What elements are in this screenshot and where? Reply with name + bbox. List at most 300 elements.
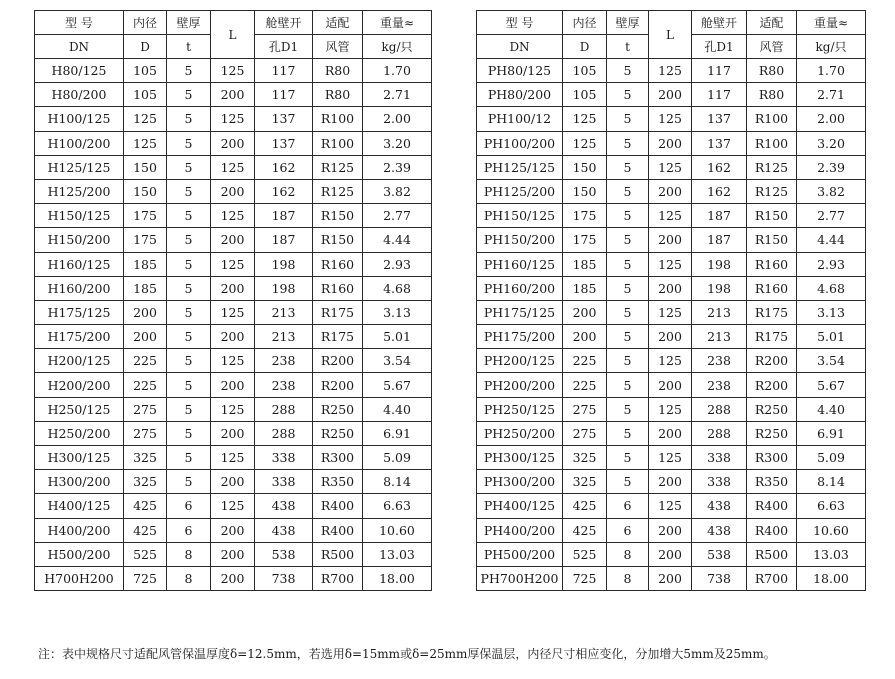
table-cell: R125 [313,155,363,179]
table-row [477,421,866,445]
table-cell: 198 [255,276,313,300]
table-cell: H150/200 [35,228,124,252]
table-row [477,131,866,155]
table-cell: R150 [747,228,797,252]
table-cell: R400 [313,494,363,518]
table-footnote: 注：表中规格尺寸适配风管保温厚度δ=12.5mm，若选用δ=15mm或δ=25mm厚保温层，内径尺寸相应变化，分加增大5mm及25mm。 [38,647,776,661]
table-row [35,325,432,349]
table-cell: 125 [211,252,255,276]
table-cell: 187 [692,228,747,252]
table-cell: PH150/125 [477,204,563,228]
table-cell: R160 [313,252,363,276]
table-row [477,276,866,300]
table-cell: R125 [747,179,797,203]
table-cell: 425 [563,518,607,542]
table-cell: PH150/200 [477,228,563,252]
table-cell: R100 [313,131,363,155]
table-cell: PH175/200 [477,325,563,349]
table-cell: 5 [167,373,211,397]
table-cell: 125 [649,107,692,131]
table-cell: 338 [692,470,747,494]
table-cell: 275 [563,421,607,445]
table-row [477,518,866,542]
table-cell: 13.03 [797,542,866,566]
table-cell: 185 [563,276,607,300]
table-cell: 125 [649,204,692,228]
table-cell: 2.93 [797,252,866,276]
table-cell: 8 [167,566,211,590]
table-cell: 5 [167,421,211,445]
table-cell: 213 [255,300,313,324]
table-cell: R150 [747,204,797,228]
table-cell: R200 [313,349,363,373]
table-cell: 125 [649,252,692,276]
table-cell: 125 [211,204,255,228]
table-cell: 162 [692,155,747,179]
spec-table-left [34,10,432,591]
table-cell: H200/125 [35,349,124,373]
table-cell: H175/125 [35,300,124,324]
column-header: 舱壁开 [692,11,747,35]
table-cell: PH160/200 [477,276,563,300]
table-row [477,397,866,421]
table-cell: 288 [255,421,313,445]
table-row [477,155,866,179]
column-header: 舱壁开 [255,11,313,35]
table-cell: 4.40 [797,397,866,421]
table-cell: 288 [692,421,747,445]
table-cell: 275 [563,397,607,421]
table-cell: 5 [607,131,649,155]
table-row [477,446,866,470]
table-cell: 6 [167,494,211,518]
table-cell: 5.67 [363,373,432,397]
table-cell: 125 [211,59,255,83]
table-cell: 525 [124,542,167,566]
table-cell: R400 [313,518,363,542]
table-cell: 225 [563,373,607,397]
table-cell: 5 [167,204,211,228]
table-cell: 538 [255,542,313,566]
table-cell: 185 [124,276,167,300]
table-cell: PH100/12 [477,107,563,131]
table-cell: 187 [255,228,313,252]
column-header-sub: t [607,35,649,59]
table-row [35,542,432,566]
table-cell: 162 [255,179,313,203]
table-cell: PH700H200 [477,566,563,590]
table-cell: 8.14 [797,470,866,494]
table-cell: 125 [649,349,692,373]
column-header: 型 号 [477,11,563,35]
table-cell: 200 [649,228,692,252]
table-cell: 5 [607,252,649,276]
table-cell: 10.60 [797,518,866,542]
table-cell: 2.93 [363,252,432,276]
table-cell: 5.01 [363,325,432,349]
header-row [35,11,432,35]
table-cell: 438 [692,494,747,518]
table-cell: R175 [747,300,797,324]
table-cell: 5.67 [797,373,866,397]
table-cell: 105 [563,83,607,107]
table-cell: R250 [747,397,797,421]
table-cell: 6 [607,494,649,518]
table-cell: 325 [124,446,167,470]
table-cell: 338 [255,470,313,494]
table-cell: 738 [692,566,747,590]
table-cell: 5 [167,131,211,155]
table-cell: 525 [563,542,607,566]
table-cell: R125 [313,179,363,203]
table-cell: R250 [747,421,797,445]
table-cell: PH80/200 [477,83,563,107]
table-cell: 5 [607,107,649,131]
table-cell: 438 [255,494,313,518]
table-cell: 125 [649,155,692,179]
table-cell: R700 [747,566,797,590]
table-cell: 5 [607,179,649,203]
column-header: 重量≈ [363,11,432,35]
table-cell: H300/200 [35,470,124,494]
table-cell: 200 [649,179,692,203]
table-cell: 5 [167,397,211,421]
table-cell: 3.54 [363,349,432,373]
table-cell: 1.70 [797,59,866,83]
table-cell: 125 [649,494,692,518]
table-cell: 325 [563,446,607,470]
table-cell: H100/125 [35,107,124,131]
table-cell: 6.63 [797,494,866,518]
table-cell: R300 [747,446,797,470]
column-header-sub: 孔D1 [692,35,747,59]
table-cell: 162 [692,179,747,203]
table-cell: 200 [211,131,255,155]
table-cell: 2.77 [363,204,432,228]
table-cell: 4.40 [363,397,432,421]
table-cell: 150 [124,155,167,179]
table-cell: PH300/125 [477,446,563,470]
table-cell: R100 [747,131,797,155]
table-cell: H700H200 [35,566,124,590]
spec-table-right [476,10,866,591]
table-cell: 117 [255,59,313,83]
column-header-sub: 风管 [747,35,797,59]
table-cell: PH300/200 [477,470,563,494]
table-cell: 213 [692,300,747,324]
table-cell: PH175/125 [477,300,563,324]
table-row [35,228,432,252]
table-cell: PH400/125 [477,494,563,518]
table-cell: 275 [124,397,167,421]
table-cell: R400 [747,518,797,542]
table-cell: 4.44 [363,228,432,252]
table-cell: 150 [563,179,607,203]
table-cell: R100 [313,107,363,131]
table-cell: H160/200 [35,276,124,300]
table-cell: 198 [692,276,747,300]
table-cell: 5 [607,83,649,107]
table-cell: 125 [124,107,167,131]
table-cell: 125 [211,300,255,324]
table-row [35,300,432,324]
table-cell: 4.44 [797,228,866,252]
table-row [477,470,866,494]
table-cell: PH125/200 [477,179,563,203]
table-cell: 3.20 [363,131,432,155]
table-cell: PH250/200 [477,421,563,445]
table-row [477,349,866,373]
table-cell: 225 [124,373,167,397]
table-cell: 3.13 [797,300,866,324]
table-row [35,421,432,445]
table-cell: 117 [255,83,313,107]
table-cell: 2.39 [797,155,866,179]
table-cell: 200 [211,518,255,542]
table-row [477,373,866,397]
table-row [35,59,432,83]
column-header: 重量≈ [797,11,866,35]
table-row [477,494,866,518]
table-cell: H400/125 [35,494,124,518]
table-cell: 5 [607,373,649,397]
table-cell: 125 [124,131,167,155]
table-cell: 5 [607,228,649,252]
table-cell: 5 [167,446,211,470]
table-cell: 200 [211,566,255,590]
table-cell: 137 [255,131,313,155]
table-cell: 5 [607,59,649,83]
table-cell: 238 [692,349,747,373]
table-cell: 225 [563,349,607,373]
table-row [477,204,866,228]
table-cell: 6.91 [363,421,432,445]
table-row [35,566,432,590]
table-cell: R400 [747,494,797,518]
table-cell: 185 [124,252,167,276]
column-header: 壁厚 [607,11,649,35]
table-cell: 200 [563,325,607,349]
table-cell: 200 [211,83,255,107]
table-cell: PH250/125 [477,397,563,421]
table-cell: H100/200 [35,131,124,155]
table-cell: 125 [649,300,692,324]
table-cell: 150 [124,179,167,203]
table-row [477,252,866,276]
table-cell: 2.00 [797,107,866,131]
table-cell: H80/125 [35,59,124,83]
table-cell: 6 [167,518,211,542]
table-cell: R250 [313,397,363,421]
table-cell: 187 [255,204,313,228]
table-cell: 200 [649,131,692,155]
column-header: 内径 [124,11,167,35]
table-row [35,349,432,373]
table-cell: 5 [607,276,649,300]
table-cell: H80/200 [35,83,124,107]
table-cell: 238 [255,373,313,397]
table-cell: 200 [649,421,692,445]
table-row [35,397,432,421]
table-cell: 2.77 [797,204,866,228]
table-cell: 200 [211,373,255,397]
table-cell: 2.39 [363,155,432,179]
table-cell: H175/200 [35,325,124,349]
table-cell: 325 [563,470,607,494]
table-cell: 325 [124,470,167,494]
table-cell: 2.00 [363,107,432,131]
table-row [35,107,432,131]
table-cell: 338 [692,446,747,470]
table-cell: 125 [563,131,607,155]
table-cell: 725 [563,566,607,590]
table-cell: R160 [313,276,363,300]
table-cell: R160 [747,252,797,276]
table-cell: H400/200 [35,518,124,542]
table-cell: PH500/200 [477,542,563,566]
table-row [477,325,866,349]
table-cell: 275 [124,421,167,445]
table-cell: 200 [124,325,167,349]
header-row [477,11,866,35]
table-cell: 5 [607,470,649,494]
table-cell: 4.68 [797,276,866,300]
column-header: L [649,11,692,59]
table-cell: 8 [607,542,649,566]
table-row [35,155,432,179]
table-cell: R80 [747,59,797,83]
table-cell: R150 [313,228,363,252]
table-cell: 1.70 [363,59,432,83]
table-cell: 117 [692,59,747,83]
table-cell: 3.13 [363,300,432,324]
table-cell: 187 [692,204,747,228]
table-cell: R100 [747,107,797,131]
column-header: L [211,11,255,59]
table-cell: PH80/125 [477,59,563,83]
table-row [477,228,866,252]
table-cell: 200 [649,470,692,494]
table-cell: 185 [563,252,607,276]
table-cell: 5 [167,155,211,179]
table-cell: 175 [124,204,167,228]
table-cell: 8 [167,542,211,566]
table-cell: 5 [607,446,649,470]
column-header-sub: kg/只 [363,35,432,59]
table-cell: 5 [607,325,649,349]
table-cell: 162 [255,155,313,179]
table-cell: 137 [692,131,747,155]
table-cell: 3.54 [797,349,866,373]
table-cell: 3.82 [797,179,866,203]
table-cell: 4.68 [363,276,432,300]
column-header-sub: t [167,35,211,59]
table-cell: 5.09 [363,446,432,470]
table-cell: 338 [255,446,313,470]
table-cell: R350 [313,470,363,494]
table-cell: 6.63 [363,494,432,518]
table-cell: 18.00 [363,566,432,590]
table-cell: 5 [167,252,211,276]
table-cell: H300/125 [35,446,124,470]
table-cell: 425 [124,518,167,542]
column-header: 适配 [313,11,363,35]
table-cell: PH400/200 [477,518,563,542]
table-cell: 225 [124,349,167,373]
table-cell: 200 [124,300,167,324]
column-header-sub: 风管 [313,35,363,59]
table-cell: PH160/125 [477,252,563,276]
table-cell: 5 [607,204,649,228]
table-cell: 125 [649,397,692,421]
table-cell: 425 [124,494,167,518]
table-cell: R80 [747,83,797,107]
table-cell: 200 [211,325,255,349]
table-cell: R200 [313,373,363,397]
table-cell: R175 [313,325,363,349]
table-cell: 200 [211,421,255,445]
table-cell: 150 [563,155,607,179]
table-row [35,131,432,155]
table-row [477,542,866,566]
table-row [477,107,866,131]
table-cell: 288 [255,397,313,421]
table-cell: 3.82 [363,179,432,203]
table-cell: 725 [124,566,167,590]
table-cell: R200 [747,349,797,373]
table-cell: H160/125 [35,252,124,276]
table-cell: 125 [211,155,255,179]
table-cell: 125 [563,107,607,131]
table-cell: R150 [313,204,363,228]
table-cell: 5.01 [797,325,866,349]
table-row [477,59,866,83]
table-cell: R175 [747,325,797,349]
table-cell: 125 [211,446,255,470]
table-row [35,252,432,276]
table-cell: H150/125 [35,204,124,228]
table-cell: 538 [692,542,747,566]
table-cell: 5 [167,325,211,349]
table-cell: R80 [313,83,363,107]
table-cell: R350 [747,470,797,494]
table-cell: 125 [211,494,255,518]
table-cell: R80 [313,59,363,83]
table-row [35,470,432,494]
table-cell: H125/125 [35,155,124,179]
table-row [477,179,866,203]
column-header: 壁厚 [167,11,211,35]
table-cell: PH100/200 [477,131,563,155]
table-cell: 200 [649,325,692,349]
table-cell: 5 [167,59,211,83]
table-cell: 200 [649,542,692,566]
table-cell: 198 [255,252,313,276]
table-cell: 5 [167,107,211,131]
column-header: 型 号 [35,11,124,35]
table-row [35,446,432,470]
table-cell: 738 [255,566,313,590]
table-cell: 2.71 [363,83,432,107]
table-cell: 213 [692,325,747,349]
table-cell: R700 [313,566,363,590]
table-cell: 200 [649,276,692,300]
table-cell: 200 [211,179,255,203]
table-cell: 13.03 [363,542,432,566]
table-cell: 5 [167,228,211,252]
table-row [477,83,866,107]
table-cell: 137 [692,107,747,131]
